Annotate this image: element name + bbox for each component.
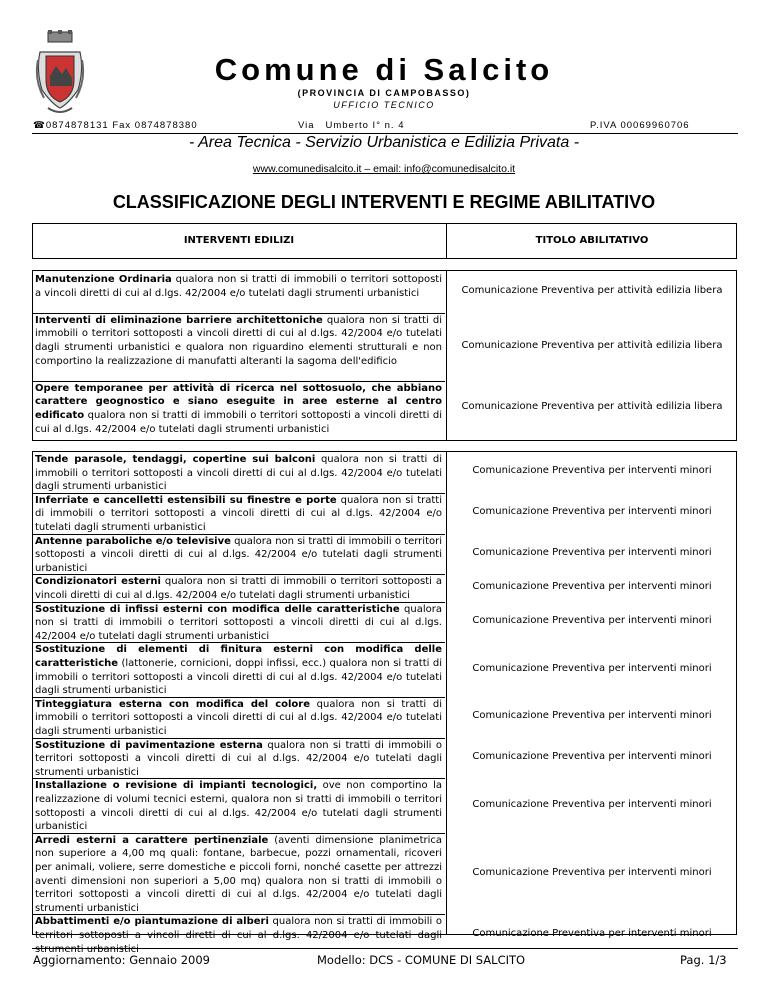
document-title: CLASSIFICAZIONE DEGLI INTERVENTI E REGIME ABILITATIVO (112, 192, 656, 212)
column-header-interventions: INTERVENTI EDILIZI (183, 235, 295, 246)
intervention-description (35, 643, 442, 697)
table-row (33, 778, 736, 832)
column-header-title: TITOLO ABILITATIVO (535, 235, 649, 246)
intervention-description (35, 603, 442, 644)
table-row (33, 697, 736, 738)
permit-title: Comunicazione Preventiva per interventi minori (472, 866, 712, 878)
table-row (33, 642, 736, 696)
permit-title: Comunicazione Preventiva per interventi minori (472, 546, 712, 558)
permit-title: Comunicazione Preventiva per interventi minori (472, 798, 712, 810)
table-row (33, 493, 736, 534)
intervention-conditions: qualora non si tratti di immobili o territori sottoposti a vincoli diretti di cui al d.lgs. 42/2004 e/o tutelati dagli strumenti urbanistici (35, 739, 443, 778)
permit-title: Comunicazione Preventiva per attività edilizia libera (461, 400, 723, 412)
permit-title: Comunicazione Preventiva per interventi minori (472, 750, 712, 762)
permit-title: Comunicazione Preventiva per interventi minori (472, 506, 712, 518)
intervention-conditions: qualora non si tratti di immobili o territori sottoposti a vincoli diretti di cui al d.lgs. 42/2004 e/o tutelati dagli strumenti urbanistici e qualora non riguardino elementi strutturali e non comportino la realizzazione di manufatti alteranti la sagoma dell'edificio (35, 314, 443, 367)
permit-title: Comunicazione Preventiva per interventi minori (472, 580, 712, 592)
phone-fax: ☎0874878131 Fax 0874878380 (33, 120, 198, 131)
permit-title: Comunicazione Preventiva per attività edilizia libera (461, 339, 723, 351)
table-row (33, 914, 736, 955)
intervention-description (35, 314, 442, 368)
intervention-description (35, 382, 442, 436)
intervention-conditions: qualora non si tratti di immobili o territori sottoposti a vincoli diretti di cui al d.lgs. 42/2004 e/o tutelati dagli strumenti urbanistici (35, 535, 443, 574)
table-row (33, 381, 736, 435)
table-row (33, 738, 736, 779)
intervention-description (35, 779, 442, 833)
office-label: UFFICIO TECNICO (333, 100, 435, 110)
table-row (33, 272, 736, 313)
intervention-name: Tinteggiatura esterna con modifica del colore (35, 698, 311, 710)
intervention-conditions: qualora non si tratti di immobili o territori sottoposti a vincoli diretti di cui al d.lgs. 42/2004 e/o tutelati dagli strumenti urbanistici (35, 454, 442, 493)
phone-icon: ☎ (33, 120, 46, 131)
footer-model: Modello: DCS - COMUNE DI SALCITO (317, 953, 526, 967)
intervention-conditions: qualora non si tratti di immobili o territori sottoposti a vincoli diretti di cui al d.lgs. 42/2004 e/o tutelati dagli strumenti urbanistici (35, 494, 443, 533)
intervention-name: Interventi di eliminazione barriere architettoniche (35, 314, 323, 326)
permit-title: Comunicazione Preventiva per interventi minori (472, 662, 712, 674)
intervention-conditions: qualora non si tratti di immobili o territori sottoposti a vincoli diretti di cui al d.lgs. 42/2004 e/o tutelati dagli strumenti urbanistici (35, 916, 442, 955)
intervention-description (35, 698, 442, 739)
intervention-conditions: qualora non si tratti di immobili o territori sottoposti a vincoli diretti di cui al d.lgs. 42/2004 e/o tutelati dagli strumenti urbanistici (35, 409, 442, 435)
intervention-name: Sostituzione di infissi esterni con modifica delle caratteristiche (35, 603, 400, 615)
intervention-conditions: qualora non si tratti di immobili o territori sottoposti a vincoli diretti di cui al d.lgs. 42/2004 e/o tutelati dagli strumenti urbanistici (35, 698, 442, 737)
intervention-name: Arredi esterni a carattere pertinenziale (35, 834, 269, 846)
intervention-name: Sostituzione di pavimentazione esterna (35, 739, 263, 751)
intervention-name: Condizionatori esterni (35, 576, 161, 588)
intervention-name: Abbattimenti e/o piantumazione di alberi (35, 916, 269, 928)
intervention-conditions: ove non comportino la realizzazione di volumi tecnici esterni, qualora non si tratti di immobili o territori sottoposti a vincoli diretti di cui al d.lgs. 42/2004 e/o tutelati dagli strumenti urbanistici (35, 780, 442, 833)
table-row (33, 534, 736, 575)
vat-number: P.IVA 00069960706 (590, 120, 690, 131)
permit-title: Comunicazione Preventiva per interventi minori (472, 710, 712, 722)
intervention-description (35, 834, 442, 916)
intervention-name: Antenne paraboliche e/o televisive (35, 535, 231, 547)
footer-updated: Aggiornamento: Gennaio 2009 (33, 953, 210, 967)
intervention-description (35, 453, 442, 494)
permit-title: Comunicazione Preventiva per attività edilizia libera (461, 285, 723, 297)
table-row (33, 833, 736, 915)
address: Via Umberto I° n. 4 (298, 120, 405, 131)
intervention-description (35, 535, 442, 576)
intervention-description (35, 273, 442, 300)
intervention-name: Manutenzione Ordinaria (35, 274, 172, 285)
permit-title: Comunicazione Preventiva per interventi minori (472, 614, 712, 626)
table-row (33, 602, 736, 643)
permit-title: Comunicazione Preventiva per interventi minori (472, 927, 712, 939)
intervention-description (35, 915, 442, 956)
intervention-conditions: (lattonerie, cornicioni, doppi infissi, ecc.) qualora non si tratti di immobili o territori sottoposti a vincoli diretti di cui al d.lgs. 42/2004 e/o tutelati dagli strumenti urbanistici (35, 657, 442, 697)
intervention-description (35, 494, 442, 535)
intervention-description (35, 575, 442, 602)
permit-title: Comunicazione Preventiva per interventi minori (472, 465, 712, 477)
intervention-conditions: qualora non si tratti di immobili o territori sottoposti a vincoli diretti di cui al d.lgs. 42/2004 e/o tutelati dagli strumenti urbanistici (35, 576, 442, 601)
intervention-conditions: qualora non si tratti di immobili o territori sottoposti a vincoli diretti di cui al d.lgs. 42/2004 e/o tutelati dagli strumenti urbanistici (35, 274, 442, 299)
table-row (33, 452, 736, 493)
intervention-conditions: qualora non si tratti di immobili o territori sottoposti a vincoli diretti di cui al d.lgs. 42/2004 e/o tutelati dagli strumenti urbanistici (35, 603, 442, 642)
table-row (33, 574, 736, 601)
table-row (33, 313, 736, 381)
intervention-description (35, 739, 442, 780)
intervention-conditions: (aventi dimensione planimetrica non superiore a 4,00 mq quali: fontane, barbecue, pozzi ornamentali, ricoveri per animali, voliere, serre domestiche e piccoli forni, nonché casette per attrezzi aventi dimensioni non superiori a 5,00 mq) qualora non si tratti di immobili o territori sottoposti a vincoli diretti di cui al d.lgs. 42/2004 e/o tutelati dagli strumenti urbanistici (35, 834, 443, 914)
intervention-name: Inferriate e cancelletti estensibili su finestre e porte (35, 494, 337, 506)
website-email-link[interactable]: www.comunedisalcito.it – email: info@comunedisalcito.it (252, 163, 516, 175)
footer-page: Pag. 1/3 (680, 953, 727, 967)
department-subtitle: - Area Tecnica - Servizio Urbanistica e Edilizia Privata - (188, 134, 580, 151)
intervention-name: Sostituzione di elementi di finitura esterni con modifica delle caratteristiche (35, 644, 442, 669)
footer-divider (32, 948, 738, 949)
province-label: (PROVINCIA DI CAMPOBASSO) (297, 88, 471, 98)
intervention-name: Installazione o revisione di impianti tecnologici, (35, 780, 318, 792)
intervention-name: Tende parasole, tendaggi, copertine sui balconi (35, 454, 316, 465)
municipality-title: Comune di Salcito (214, 52, 554, 87)
intervention-name: Opere temporanee per attività di ricerca nel sottosuolo, che abbiano carattere geognostico e siano eseguite in aree esterne al centro edificato (35, 382, 442, 421)
